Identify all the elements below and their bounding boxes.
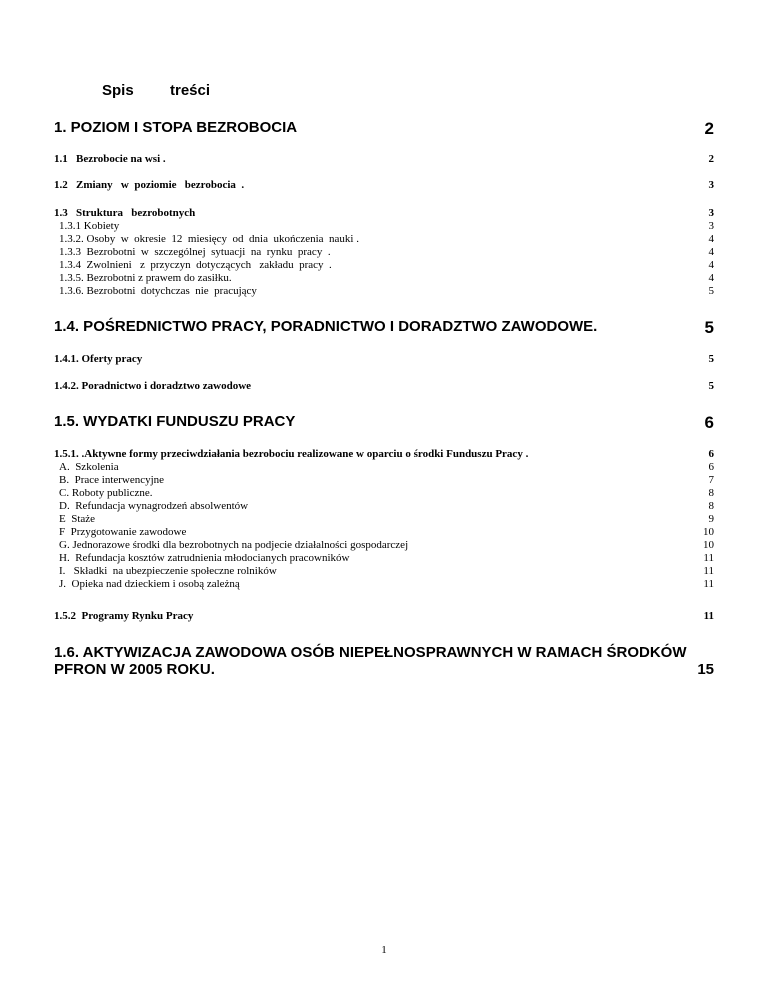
toc-entry-s1-3-1[interactable]	[59, 220, 714, 232]
toc-entry-page: 5	[708, 353, 714, 365]
toc-entry-s1-3-4[interactable]	[59, 259, 714, 271]
toc-entry-page: 8	[708, 487, 714, 499]
toc-entry-s1-5-1-b[interactable]	[59, 474, 714, 486]
toc-entry-label: D. Refundacja wynagrodzeń absolwentów	[59, 500, 249, 512]
toc-entry-page: 6	[708, 461, 714, 473]
toc-entry-page: 4	[708, 246, 714, 258]
toc-entry-s1-5-1-d[interactable]	[59, 500, 714, 512]
toc-entry-s1-1[interactable]	[54, 153, 714, 165]
toc-entry-label: 1.1 Bezrobocie na wsi .	[54, 153, 166, 165]
toc-entry-page: 4	[708, 233, 714, 245]
toc-entry-label: 1.3.3 Bezrobotni w szczególnej sytuacji na rynku pracy .	[59, 246, 331, 258]
toc-entry-label: J. Opieka nad dzieckiem i osobą zależną	[59, 578, 240, 590]
toc-entry-label-line1: 1.6. AKTYWIZACJA ZAWODOWA OSÓB NIEPEŁNOSPRAWNYCH W RAMACH ŚRODKÓW	[54, 644, 687, 661]
toc-entry-page: 2	[708, 153, 714, 165]
toc-entry-label: 1.4.1. Oferty pracy	[54, 353, 143, 365]
toc-entry-s1-3-2[interactable]	[59, 233, 714, 245]
toc-entry-page: 4	[708, 272, 714, 284]
toc-entry-s1-3[interactable]	[54, 207, 714, 219]
toc-entry-label: 1.3 Struktura bezrobotnych	[54, 207, 196, 219]
toc-entry-label: A. Szkolenia	[59, 461, 119, 473]
toc-entry-page: 3	[708, 179, 714, 191]
toc-entry-s1-5-2[interactable]	[54, 610, 714, 622]
toc-entry-page: 5	[708, 285, 714, 297]
toc-entry-label: 1.4.2. Poradnictwo i doradztwo zawodowe	[54, 380, 252, 392]
toc-entry-label: 1.2 Zmiany w poziomie bezrobocia .	[54, 179, 245, 191]
toc-entry-page: 9	[708, 513, 714, 525]
toc-entry-label: 1.3.6. Bezrobotni dotychczas nie pracujący	[59, 285, 257, 297]
toc-entry-page: 11	[703, 610, 714, 622]
toc-entry-page: 6	[708, 448, 714, 460]
toc-entry-s1-5-1-i[interactable]	[59, 565, 714, 577]
toc-entry-page: 10	[703, 526, 714, 538]
toc-entry-page: 6	[704, 413, 714, 432]
toc-title: Spis treści	[102, 82, 211, 99]
toc-entry-page: 4	[708, 259, 714, 271]
toc-entry-s1-3-6[interactable]	[59, 285, 714, 297]
toc-entry-label: G. Jednorazowe środki dla bezrobotnych na podjecie działalności gospodarczej	[59, 539, 409, 551]
toc-entry-page: 10	[703, 539, 714, 551]
toc-entry-page: 11	[703, 552, 714, 564]
toc-entry-s1-3-5[interactable]	[59, 272, 714, 284]
toc-entry-s1-2[interactable]	[54, 179, 714, 191]
toc-entry-label: H. Refundacja kosztów zatrudnienia młodocianych pracowników	[59, 552, 350, 564]
toc-entry-label: 1. POZIOM I STOPA BEZROBOCIA	[54, 119, 298, 136]
toc-entry-s1-4[interactable]	[54, 318, 714, 338]
toc-entry-label: E Staże	[59, 513, 96, 525]
toc-entry-s1-6[interactable]	[54, 644, 714, 678]
toc-entry-page: 3	[708, 220, 714, 232]
toc-entry-page: 8	[708, 500, 714, 512]
toc-entry-label: 1.5.1. .Aktywne formy przeciwdziałania bezrobociu realizowane w oparciu o środki Funduszu Pracy .	[54, 448, 529, 460]
toc-entry-label: C. Roboty publiczne.	[59, 487, 153, 499]
toc-entry-label: B. Prace interwencyjne	[59, 474, 165, 486]
toc-entry-s1-5[interactable]	[54, 413, 714, 433]
toc-entry-label: 1.5.2 Programy Rynku Pracy	[54, 610, 194, 622]
toc-entry-s1-5-1-a[interactable]	[59, 461, 714, 473]
toc-entry-s1-5-1-j[interactable]	[59, 578, 714, 590]
toc-entry-page: 15	[697, 661, 714, 678]
toc-entry-s1-5-1-h[interactable]	[59, 552, 714, 564]
toc-entry-label: 1.4. POŚREDNICTWO PRACY, PORADNICTWO I DORADZTWO ZAWODOWE.	[54, 318, 598, 335]
toc-entry-s1-5-1-g[interactable]	[59, 539, 714, 551]
toc-entry-page: 7	[708, 474, 714, 486]
toc-entry-page: 11	[703, 565, 714, 577]
toc-entry-page: 5	[704, 318, 714, 337]
toc-entry-label: F Przygotowanie zawodowe	[59, 526, 187, 538]
toc-entry-page: 5	[708, 380, 714, 392]
toc-entry-s1-3-3[interactable]	[59, 246, 714, 258]
toc-entry-s1[interactable]	[54, 119, 714, 139]
toc-entry-s1-5-1-e[interactable]	[59, 513, 714, 525]
toc-entry-label: 1.3.1 Kobiety	[59, 220, 120, 232]
toc-entry-label: 1.3.2. Osoby w okresie 12 miesięcy od dnia ukończenia nauki .	[59, 233, 359, 245]
toc-entry-s1-4-2[interactable]	[54, 380, 714, 392]
toc-entry-label-line2: PFRON W 2005 ROKU.	[54, 661, 215, 678]
toc-entry-label: 1.3.5. Bezrobotni z prawem do zasiłku.	[59, 272, 232, 284]
toc-entry-s1-5-1[interactable]	[54, 448, 714, 460]
toc-entry-page: 11	[703, 578, 714, 590]
toc-entry-page: 3	[708, 207, 714, 219]
toc-entry-label: I. Składki na ubezpieczenie społeczne rolników	[59, 565, 277, 577]
toc-entry-label: 1.3.4 Zwolnieni z przyczyn dotyczących zakładu pracy .	[59, 259, 332, 271]
toc-entry-s1-5-1-f[interactable]	[59, 526, 714, 538]
toc-entry-page: 2	[704, 119, 714, 138]
toc-entry-s1-5-1-c[interactable]	[59, 487, 714, 499]
toc-entry-label: 1.5. WYDATKI FUNDUSZU PRACY	[54, 413, 296, 430]
page-number: 1	[381, 944, 387, 956]
toc-entry-s1-4-1[interactable]	[54, 353, 714, 365]
